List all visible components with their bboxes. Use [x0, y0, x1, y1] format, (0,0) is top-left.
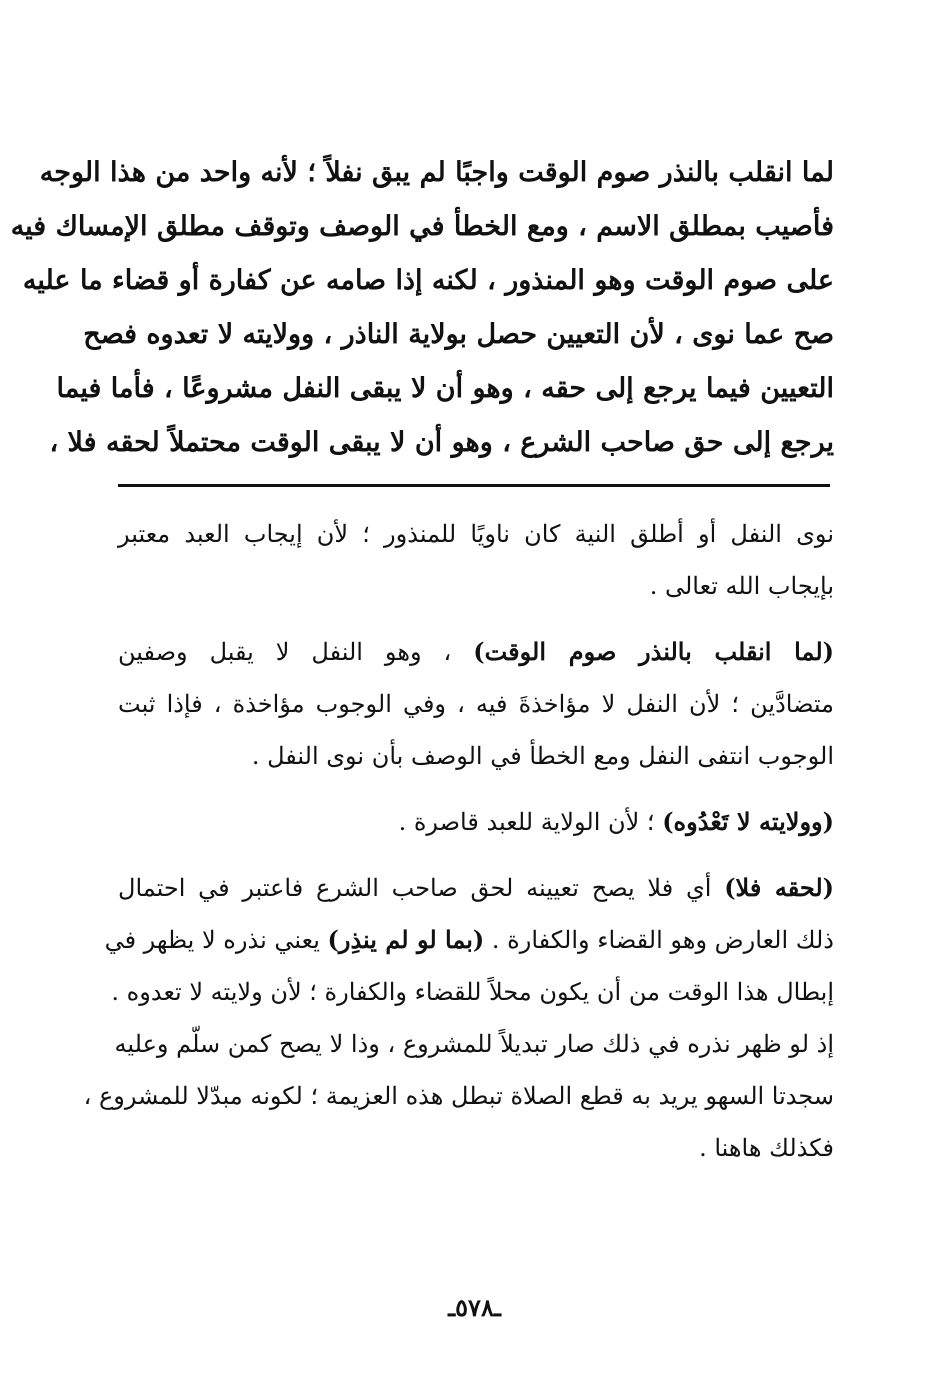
commentary-line	[118, 796, 834, 848]
commentary-fragment: يعني نذره لا يظهر في	[104, 926, 328, 954]
commentary-line	[118, 626, 834, 678]
commentary-line: سجدتا السهو يريد به قطع الصلاة تبطل هذه العزيمة ؛ لكونه مبدّلا للمشروع ،	[83, 1082, 834, 1110]
commentary-text	[83, 508, 835, 1174]
paragraph-gap	[118, 848, 834, 862]
commentary-fragment: ، وهو النفل لا يقبل وصفين	[118, 638, 474, 666]
commentary-line: الوجوب انتفى النفل ومع الخطأ في الوصف بأن نوى النفل .	[251, 742, 834, 770]
commentary-line	[118, 862, 834, 914]
quoted-phrase: (بما لو لم ينذِر)	[327, 925, 485, 954]
main-text	[10, 146, 834, 470]
commentary-line: نوى النفل أو أطلق النية كان ناويًا للمنذور ؛ لأن إيجاب العبد معتبر	[118, 520, 834, 548]
commentary-fragment: أي فلا يصح تعيينه لحق صاحب الشرع فاعتبر في احتمال	[118, 874, 725, 902]
main-text-line: فأصيب بمطلق الاسم ، ومع الخطأ في الوصف وتوقف مطلق الإمساك فيه	[10, 211, 834, 242]
commentary-line	[104, 914, 834, 966]
main-text-line: صح عما نوى ، لأن التعيين حصل بولاية الناذر ، وولايته لا تعدوه فصح	[83, 319, 834, 350]
commentary-fragment: ذلك العارض وهو القضاء والكفارة .	[484, 926, 834, 954]
commentary-fragment: ؛ لأن الولاية للعبد قاصرة .	[398, 808, 663, 836]
quoted-phrase: (لما انقلب بالنذر صوم الوقت)	[473, 637, 835, 666]
commentary-line: إذ لو ظهر نذره في ذلك صار تبديلاً للمشروع ، وذا لا يصح كمن سلّم وعليه	[114, 1030, 834, 1058]
quoted-phrase: (وولايته لا تَعْدُوه)	[662, 807, 834, 836]
paragraph-gap	[118, 782, 834, 796]
commentary-line: فكذلك هاهنا .	[699, 1134, 834, 1162]
commentary-line: إبطال هذا الوقت من أن يكون محلاً للقضاء والكفارة ؛ لأن ولايته لا تعدوه .	[111, 978, 834, 1006]
main-text-line: يرجع إلى حق صاحب الشرع ، وهو أن لا يبقى الوقت محتملاً لحقه فلا ،	[49, 427, 834, 458]
commentary-line: بإيجاب الله تعالى .	[649, 572, 834, 600]
quoted-phrase: (لحقه فلا)	[724, 873, 835, 902]
main-text-line: لما انقلب بالنذر صوم الوقت واجبًا لم يبق نفلاً ؛ لأنه واحد من هذا الوجه	[39, 157, 834, 188]
paragraph-gap	[118, 612, 834, 626]
main-text-line: التعيين فيما يرجع إلى حقه ، وهو أن لا يبقى النفل مشروعًا ، فأما فيما	[56, 373, 834, 404]
separator-rule	[118, 484, 830, 487]
page-number: ـ٥٧٨ـ	[448, 1293, 501, 1322]
commentary-line: متضادَّين ؛ لأن النفل لا مؤاخذةَ فيه ، وفي الوجوب مؤاخذة ، فإذا ثبت	[118, 690, 834, 718]
main-text-line: على صوم الوقت وهو المنذور ، لكنه إذا صامه عن كفارة أو قضاء ما عليه	[22, 265, 834, 296]
